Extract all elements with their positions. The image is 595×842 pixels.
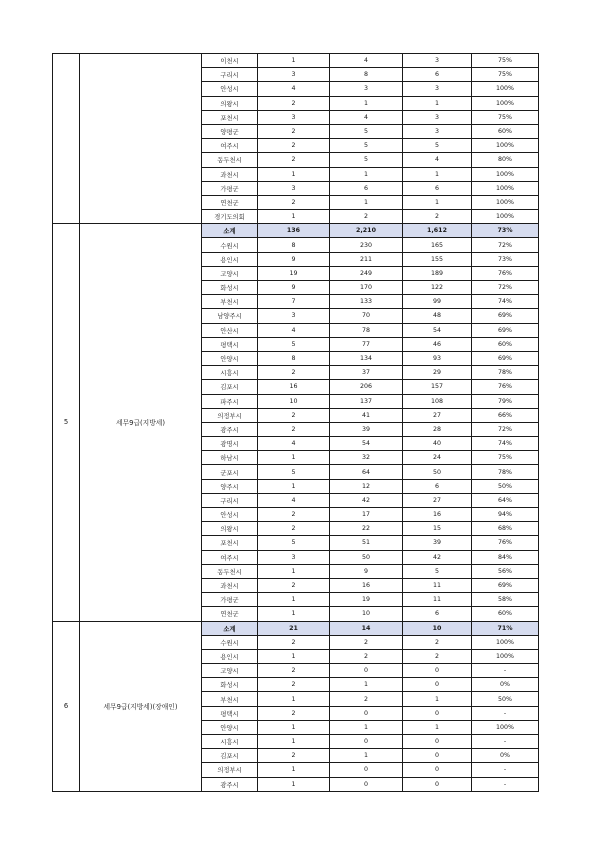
col-b-cell: 17	[330, 508, 403, 522]
col-b-cell: 9	[330, 564, 403, 578]
region-cell: 포천시	[202, 536, 258, 550]
region-cell: 용인시	[202, 252, 258, 266]
region-cell: 의왕시	[202, 96, 258, 110]
col-a-cell: 2	[258, 678, 330, 692]
col-a-cell: 2	[258, 153, 330, 167]
col-b-cell: 50	[330, 550, 403, 564]
col-c-cell: 10	[403, 621, 472, 635]
rate-cell: 60%	[472, 607, 539, 621]
col-c-cell: 50	[403, 465, 472, 479]
col-a-cell: 9	[258, 252, 330, 266]
rate-cell: 100%	[472, 82, 539, 96]
region-cell: 양평군	[202, 124, 258, 138]
rate-cell: 100%	[472, 181, 539, 195]
col-b-cell: 1	[330, 167, 403, 181]
region-cell: 안성시	[202, 508, 258, 522]
col-c-cell: 165	[403, 238, 472, 252]
col-b-cell: 2	[330, 635, 403, 649]
col-a-cell: 5	[258, 337, 330, 351]
rate-cell: 56%	[472, 564, 539, 578]
col-c-cell: 99	[403, 295, 472, 309]
region-cell: 부천시	[202, 692, 258, 706]
col-c-cell: 46	[403, 337, 472, 351]
col-c-cell: 1	[403, 96, 472, 110]
col-b-cell: 2	[330, 649, 403, 663]
region-cell: 군포시	[202, 465, 258, 479]
section-name: 세무9급(지방세)	[80, 224, 202, 621]
col-a-cell: 4	[258, 493, 330, 507]
col-a-cell: 21	[258, 621, 330, 635]
rate-cell: 100%	[472, 195, 539, 209]
region-cell: 안산시	[202, 323, 258, 337]
region-cell: 가평군	[202, 181, 258, 195]
col-a-cell: 2	[258, 635, 330, 649]
col-b-cell: 5	[330, 124, 403, 138]
recruitment-table	[52, 53, 539, 792]
col-b-cell: 37	[330, 366, 403, 380]
col-b-cell: 54	[330, 437, 403, 451]
col-a-cell: 10	[258, 394, 330, 408]
col-c-cell: 93	[403, 351, 472, 365]
col-c-cell: 48	[403, 309, 472, 323]
rate-cell: 100%	[472, 210, 539, 224]
col-b-cell: 70	[330, 309, 403, 323]
col-a-cell: 136	[258, 224, 330, 238]
region-cell: 안양시	[202, 720, 258, 734]
rate-cell: 72%	[472, 422, 539, 436]
col-a-cell: 4	[258, 82, 330, 96]
region-cell: 고양시	[202, 664, 258, 678]
region-cell: 시흥시	[202, 366, 258, 380]
region-cell: 의정부시	[202, 763, 258, 777]
region-cell: 평택시	[202, 706, 258, 720]
section-name	[80, 54, 202, 224]
col-a-cell: 19	[258, 266, 330, 280]
col-c-cell: 108	[403, 394, 472, 408]
col-a-cell: 1	[258, 54, 330, 68]
col-b-cell: 19	[330, 593, 403, 607]
region-cell: 소계	[202, 224, 258, 238]
col-b-cell: 2	[330, 210, 403, 224]
col-b-cell: 137	[330, 394, 403, 408]
rate-cell: 75%	[472, 110, 539, 124]
col-c-cell: 157	[403, 380, 472, 394]
col-c-cell: 0	[403, 664, 472, 678]
col-a-cell: 3	[258, 181, 330, 195]
col-c-cell: 3	[403, 82, 472, 96]
col-c-cell: 39	[403, 536, 472, 550]
rate-cell: 64%	[472, 493, 539, 507]
region-cell: 김포시	[202, 380, 258, 394]
rate-cell: -	[472, 763, 539, 777]
col-b-cell: 0	[330, 763, 403, 777]
col-a-cell: 8	[258, 238, 330, 252]
col-b-cell: 5	[330, 153, 403, 167]
region-cell: 동두천시	[202, 564, 258, 578]
col-c-cell: 2	[403, 649, 472, 663]
region-cell: 평택시	[202, 337, 258, 351]
region-cell: 고양시	[202, 266, 258, 280]
col-b-cell: 4	[330, 110, 403, 124]
region-cell: 김포시	[202, 749, 258, 763]
region-cell: 구리시	[202, 493, 258, 507]
col-c-cell: 155	[403, 252, 472, 266]
col-a-cell: 1	[258, 720, 330, 734]
rate-cell: 100%	[472, 649, 539, 663]
region-cell: 동두천시	[202, 153, 258, 167]
region-cell: 과천시	[202, 167, 258, 181]
col-b-cell: 64	[330, 465, 403, 479]
region-cell: 부천시	[202, 295, 258, 309]
region-cell: 파주시	[202, 394, 258, 408]
col-b-cell: 8	[330, 68, 403, 82]
region-cell: 경기도의회	[202, 210, 258, 224]
col-a-cell: 1	[258, 607, 330, 621]
col-c-cell: 4	[403, 153, 472, 167]
col-a-cell: 16	[258, 380, 330, 394]
col-a-cell: 2	[258, 522, 330, 536]
col-b-cell: 32	[330, 451, 403, 465]
rate-cell: 84%	[472, 550, 539, 564]
col-c-cell: 54	[403, 323, 472, 337]
section-number: 6	[53, 621, 80, 791]
region-cell: 광주시	[202, 422, 258, 436]
rate-cell: 50%	[472, 479, 539, 493]
region-cell: 화성시	[202, 281, 258, 295]
col-b-cell: 3	[330, 82, 403, 96]
region-cell: 안양시	[202, 351, 258, 365]
rate-cell: 74%	[472, 295, 539, 309]
col-a-cell: 5	[258, 465, 330, 479]
col-b-cell: 0	[330, 706, 403, 720]
col-a-cell: 2	[258, 96, 330, 110]
col-a-cell: 2	[258, 508, 330, 522]
col-b-cell: 39	[330, 422, 403, 436]
rate-cell: 50%	[472, 692, 539, 706]
col-c-cell: 6	[403, 181, 472, 195]
region-cell: 포천시	[202, 110, 258, 124]
rate-cell: 73%	[472, 252, 539, 266]
col-b-cell: 206	[330, 380, 403, 394]
rate-cell: 69%	[472, 309, 539, 323]
col-a-cell: 1	[258, 777, 330, 791]
col-c-cell: 0	[403, 678, 472, 692]
col-b-cell: 249	[330, 266, 403, 280]
col-a-cell: 1	[258, 451, 330, 465]
col-c-cell: 1	[403, 167, 472, 181]
col-b-cell: 1	[330, 749, 403, 763]
col-c-cell: 1	[403, 692, 472, 706]
rate-cell: 73%	[472, 224, 539, 238]
col-a-cell: 1	[258, 210, 330, 224]
col-b-cell: 170	[330, 281, 403, 295]
col-b-cell: 4	[330, 54, 403, 68]
region-cell: 광주시	[202, 777, 258, 791]
col-a-cell: 1	[258, 167, 330, 181]
col-b-cell: 2,210	[330, 224, 403, 238]
col-a-cell: 7	[258, 295, 330, 309]
col-c-cell: 6	[403, 68, 472, 82]
rate-cell: -	[472, 706, 539, 720]
col-b-cell: 1	[330, 678, 403, 692]
region-cell: 하남시	[202, 451, 258, 465]
section-number: 5	[53, 224, 80, 621]
col-c-cell: 24	[403, 451, 472, 465]
region-cell: 과천시	[202, 578, 258, 592]
col-c-cell: 1	[403, 720, 472, 734]
col-a-cell: 2	[258, 706, 330, 720]
col-c-cell: 42	[403, 550, 472, 564]
col-c-cell: 11	[403, 593, 472, 607]
col-c-cell: 2	[403, 210, 472, 224]
col-c-cell: 1	[403, 195, 472, 209]
col-c-cell: 122	[403, 281, 472, 295]
col-c-cell: 11	[403, 578, 472, 592]
col-c-cell: 16	[403, 508, 472, 522]
col-b-cell: 0	[330, 777, 403, 791]
col-a-cell: 3	[258, 68, 330, 82]
region-cell: 시흥시	[202, 735, 258, 749]
col-a-cell: 4	[258, 437, 330, 451]
col-c-cell: 0	[403, 735, 472, 749]
col-b-cell: 5	[330, 139, 403, 153]
col-b-cell: 0	[330, 735, 403, 749]
table-body	[53, 54, 539, 792]
rate-cell: 100%	[472, 139, 539, 153]
col-b-cell: 77	[330, 337, 403, 351]
col-b-cell: 0	[330, 664, 403, 678]
col-c-cell: 29	[403, 366, 472, 380]
col-a-cell: 2	[258, 664, 330, 678]
col-a-cell: 1	[258, 593, 330, 607]
rate-cell: 71%	[472, 621, 539, 635]
rate-cell: 66%	[472, 408, 539, 422]
col-a-cell: 2	[258, 578, 330, 592]
col-b-cell: 134	[330, 351, 403, 365]
rate-cell: 76%	[472, 536, 539, 550]
table-row	[53, 54, 539, 68]
col-b-cell: 41	[330, 408, 403, 422]
region-cell: 소계	[202, 621, 258, 635]
rate-cell: 0%	[472, 749, 539, 763]
col-c-cell: 6	[403, 607, 472, 621]
col-c-cell: 3	[403, 54, 472, 68]
rate-cell: 100%	[472, 96, 539, 110]
region-cell: 광명시	[202, 437, 258, 451]
rate-cell: 75%	[472, 68, 539, 82]
col-b-cell: 12	[330, 479, 403, 493]
col-a-cell: 1	[258, 735, 330, 749]
col-b-cell: 10	[330, 607, 403, 621]
col-c-cell: 0	[403, 749, 472, 763]
col-c-cell: 0	[403, 706, 472, 720]
col-b-cell: 211	[330, 252, 403, 266]
rate-cell: 94%	[472, 508, 539, 522]
rate-cell: 0%	[472, 678, 539, 692]
col-c-cell: 0	[403, 763, 472, 777]
col-c-cell: 28	[403, 422, 472, 436]
rate-cell: 100%	[472, 167, 539, 181]
col-b-cell: 1	[330, 96, 403, 110]
col-b-cell: 78	[330, 323, 403, 337]
col-a-cell: 3	[258, 110, 330, 124]
col-c-cell: 27	[403, 493, 472, 507]
region-cell: 여주시	[202, 139, 258, 153]
rate-cell: 72%	[472, 281, 539, 295]
region-cell: 남양주시	[202, 309, 258, 323]
rate-cell: 78%	[472, 465, 539, 479]
col-a-cell: 1	[258, 763, 330, 777]
col-a-cell: 1	[258, 564, 330, 578]
col-a-cell: 2	[258, 124, 330, 138]
col-a-cell: 2	[258, 749, 330, 763]
region-cell: 여주시	[202, 550, 258, 564]
section-number	[53, 54, 80, 224]
col-a-cell: 8	[258, 351, 330, 365]
col-c-cell: 0	[403, 777, 472, 791]
region-cell: 안성시	[202, 82, 258, 96]
region-cell: 의정부시	[202, 408, 258, 422]
col-b-cell: 14	[330, 621, 403, 635]
rate-cell: 75%	[472, 54, 539, 68]
col-a-cell: 1	[258, 479, 330, 493]
col-c-cell: 5	[403, 564, 472, 578]
col-b-cell: 133	[330, 295, 403, 309]
col-b-cell: 1	[330, 720, 403, 734]
col-a-cell: 2	[258, 422, 330, 436]
region-cell: 양주시	[202, 479, 258, 493]
rate-cell: 69%	[472, 323, 539, 337]
col-a-cell: 9	[258, 281, 330, 295]
region-cell: 구리시	[202, 68, 258, 82]
col-a-cell: 5	[258, 536, 330, 550]
col-b-cell: 42	[330, 493, 403, 507]
rate-cell: 80%	[472, 153, 539, 167]
col-c-cell: 3	[403, 110, 472, 124]
rate-cell: 60%	[472, 337, 539, 351]
rate-cell: 76%	[472, 266, 539, 280]
rate-cell: 72%	[472, 238, 539, 252]
region-cell: 연천군	[202, 607, 258, 621]
col-b-cell: 22	[330, 522, 403, 536]
col-c-cell: 3	[403, 124, 472, 138]
region-cell: 의왕시	[202, 522, 258, 536]
col-c-cell: 2	[403, 635, 472, 649]
region-cell: 용인시	[202, 649, 258, 663]
subtotal-row	[53, 621, 539, 635]
rate-cell: 100%	[472, 635, 539, 649]
col-c-cell: 6	[403, 479, 472, 493]
rate-cell: -	[472, 664, 539, 678]
region-cell: 수원시	[202, 635, 258, 649]
col-a-cell: 2	[258, 139, 330, 153]
rate-cell: 58%	[472, 593, 539, 607]
rate-cell: 79%	[472, 394, 539, 408]
col-a-cell: 2	[258, 195, 330, 209]
rate-cell: 68%	[472, 522, 539, 536]
col-a-cell: 3	[258, 309, 330, 323]
col-b-cell: 1	[330, 195, 403, 209]
col-c-cell: 40	[403, 437, 472, 451]
col-a-cell: 2	[258, 366, 330, 380]
col-c-cell: 1,612	[403, 224, 472, 238]
col-a-cell: 1	[258, 692, 330, 706]
rate-cell: 100%	[472, 720, 539, 734]
col-c-cell: 27	[403, 408, 472, 422]
region-cell: 연천군	[202, 195, 258, 209]
col-a-cell: 2	[258, 408, 330, 422]
rate-cell: 76%	[472, 380, 539, 394]
rate-cell: -	[472, 735, 539, 749]
rate-cell: 60%	[472, 124, 539, 138]
col-b-cell: 51	[330, 536, 403, 550]
col-c-cell: 15	[403, 522, 472, 536]
col-a-cell: 4	[258, 323, 330, 337]
section-name: 세무9급(지방세)(장애인)	[80, 621, 202, 791]
rate-cell: 69%	[472, 351, 539, 365]
region-cell: 화성시	[202, 678, 258, 692]
col-b-cell: 2	[330, 692, 403, 706]
region-cell: 이천시	[202, 54, 258, 68]
col-a-cell: 1	[258, 649, 330, 663]
col-a-cell: 3	[258, 550, 330, 564]
col-b-cell: 230	[330, 238, 403, 252]
rate-cell: -	[472, 777, 539, 791]
subtotal-row	[53, 224, 539, 238]
col-b-cell: 16	[330, 578, 403, 592]
col-c-cell: 189	[403, 266, 472, 280]
region-cell: 수원시	[202, 238, 258, 252]
rate-cell: 78%	[472, 366, 539, 380]
col-b-cell: 6	[330, 181, 403, 195]
rate-cell: 75%	[472, 451, 539, 465]
rate-cell: 74%	[472, 437, 539, 451]
region-cell: 가평군	[202, 593, 258, 607]
rate-cell: 69%	[472, 578, 539, 592]
col-c-cell: 5	[403, 139, 472, 153]
